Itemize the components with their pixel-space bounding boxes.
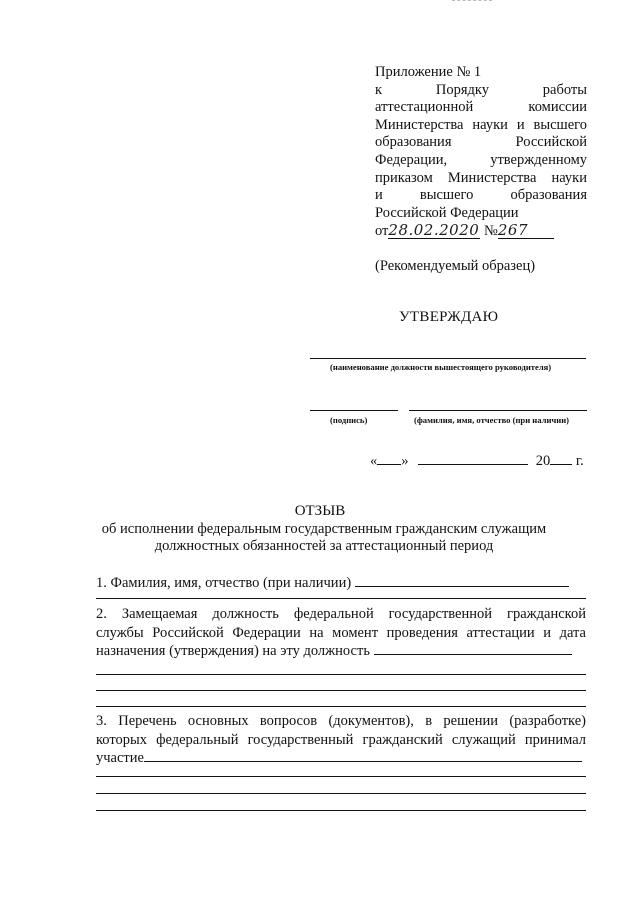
item-1-label: 1. Фамилия, имя, отчество (при наличии) — [96, 575, 352, 591]
day-blank — [377, 451, 401, 465]
item-3-line-1: 3. Перечень основных вопросов (документов), в решении (разработке) — [96, 713, 586, 729]
approve-heading: УТВЕРЖДАЮ — [399, 309, 499, 325]
item-2-line-3: назначения (утверждения) на эту должность — [96, 643, 370, 660]
item-3-line-2: которых федеральный государственный гражданский служащий принимал — [96, 731, 586, 748]
position-caption: (наименование должности вышестоящего руководителя) — [330, 362, 552, 372]
annex-line: и высшего образования — [375, 187, 587, 204]
annex-line: Приложение № 1 — [375, 64, 482, 80]
item-3-rule-2 — [96, 793, 586, 794]
item-1 — [96, 574, 586, 593]
item-1-rule — [96, 598, 586, 599]
fio-caption: (фамилия, имя, отчество (при наличии) — [414, 415, 570, 425]
item-2-rule-1 — [96, 674, 586, 675]
item-1-blank — [355, 574, 569, 587]
annex-line: аттестационной комиссии — [375, 99, 587, 116]
annex-line: образования Российской — [375, 134, 587, 151]
document-subtitle-1: об исполнении федеральным государственным гражданским служащим — [101, 521, 547, 537]
item-2-rule-2 — [96, 690, 586, 691]
annex-line: приказом Министерства науки — [375, 169, 587, 186]
annex-line: к Порядку работы — [375, 81, 587, 98]
signature-line — [310, 410, 398, 411]
item-3-rule-1 — [96, 776, 586, 777]
annex-block — [375, 64, 587, 241]
approve-date — [370, 451, 584, 470]
item-2 — [96, 605, 586, 661]
handwritten-date: 28.02.2020 — [388, 221, 480, 240]
item-2-blank — [374, 642, 572, 655]
item-3-line-3: участие — [96, 750, 144, 767]
fio-line — [409, 410, 587, 411]
year-prefix: 20 — [535, 453, 551, 469]
handwritten-number: 267 — [498, 223, 554, 239]
annex-date-line — [375, 223, 587, 241]
annex-line: Министерства науки и высшего — [375, 116, 587, 133]
item-3-blank — [144, 749, 582, 762]
document-title: ОТЗЫВ — [294, 503, 346, 519]
item-3 — [96, 712, 586, 768]
annex-line: Федерации, утвержденному — [375, 151, 587, 168]
document-subtitle-2: должностных обязанностей за аттестационный период — [154, 538, 494, 554]
number-label: № — [484, 223, 498, 240]
item-2-line-1: 2. Замещаемая должность федеральной государственной гражданской — [96, 606, 586, 622]
annex-line: Российской Федерации — [375, 204, 519, 221]
position-line — [310, 358, 586, 359]
signature-caption: (подпись) — [330, 415, 368, 425]
scan-mark — [452, 0, 492, 3]
sample-note: (Рекомендуемый образец) — [375, 258, 536, 274]
item-2-line-2: службы Российской Федерации на момент проведения аттестации и дата — [96, 624, 586, 641]
quote-close: » — [401, 453, 409, 469]
item-3-rule-3 — [96, 810, 586, 811]
from-label: от — [375, 223, 389, 240]
year-suffix: г. — [575, 453, 584, 469]
year-blank — [550, 451, 572, 465]
item-2-rule-3 — [96, 706, 586, 707]
month-blank — [418, 451, 528, 465]
quote-open: « — [370, 453, 378, 469]
